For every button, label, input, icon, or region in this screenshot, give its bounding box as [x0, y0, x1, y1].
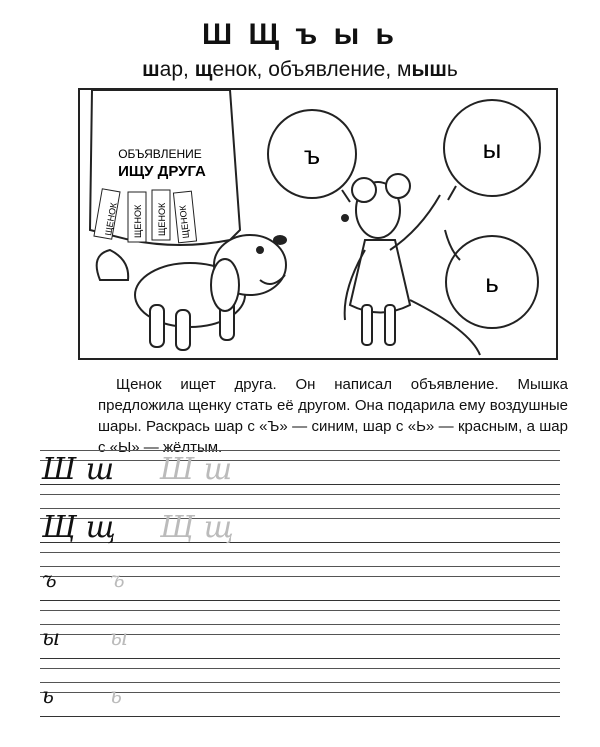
svg-text:ЩЕНОК: ЩЕНОК [133, 204, 143, 238]
trace-hard-sign: ъ [110, 568, 125, 593]
sample-sh: Ш ш [42, 452, 115, 487]
illustration-drawing [80, 90, 558, 360]
puppy-icon [97, 235, 286, 350]
practice-row-soft-sign[interactable] [40, 672, 560, 730]
sample-yery: ы [42, 626, 60, 651]
svg-text:ЩЕНОК: ЩЕНОК [103, 201, 119, 237]
writing-practice [40, 440, 560, 730]
story-text: Щенок ищет друга. Он написал объявление. Мышка предложила щенку стать её другом. Она подарила ему воздушные шары. Раскрась шар с «Ъ» — синим, шар с «Ь» — красным, а шар с «Ы» — жёлтым. [98, 376, 568, 456]
practice-row-sh[interactable] [40, 440, 560, 498]
practice-row-shch[interactable] [40, 498, 560, 556]
trace-soft-sign: ь [110, 684, 122, 709]
illustration-frame [78, 88, 558, 360]
ad-text: ИЩУ ДРУГА [118, 163, 206, 180]
tear-off-tabs [94, 189, 197, 243]
svg-text:ЩЕНОК: ЩЕНОК [157, 202, 167, 236]
word-shar: шар, [142, 58, 189, 81]
word-mysh: мышь [391, 58, 458, 81]
word-obyavlenie: объявление, [262, 58, 392, 81]
subtitle-words [0, 58, 600, 82]
sample-soft-sign: ь [42, 684, 54, 709]
page-title: Ш Щ ъ ы ь [202, 18, 398, 51]
svg-text:ЩЕНОК: ЩЕНОК [177, 204, 191, 239]
sample-shch: Щ щ [42, 510, 116, 545]
practice-row-hard-sign[interactable] [40, 556, 560, 614]
trace-yery: ы [110, 626, 128, 651]
trace-shch: Щ щ [160, 510, 234, 545]
sample-hard-sign: ъ [42, 568, 57, 593]
trace-sh: Ш ш [160, 452, 233, 487]
ad-heading: ОБЪЯВЛЕНИЕ [118, 147, 202, 161]
balloon-soft-sign-label: ь [485, 268, 499, 298]
word-shchenok: щенок, [194, 58, 263, 81]
balloon-yery-label: ы [482, 134, 502, 164]
practice-row-yery[interactable] [40, 614, 560, 672]
balloon-hard-sign-label: ъ [303, 140, 321, 170]
